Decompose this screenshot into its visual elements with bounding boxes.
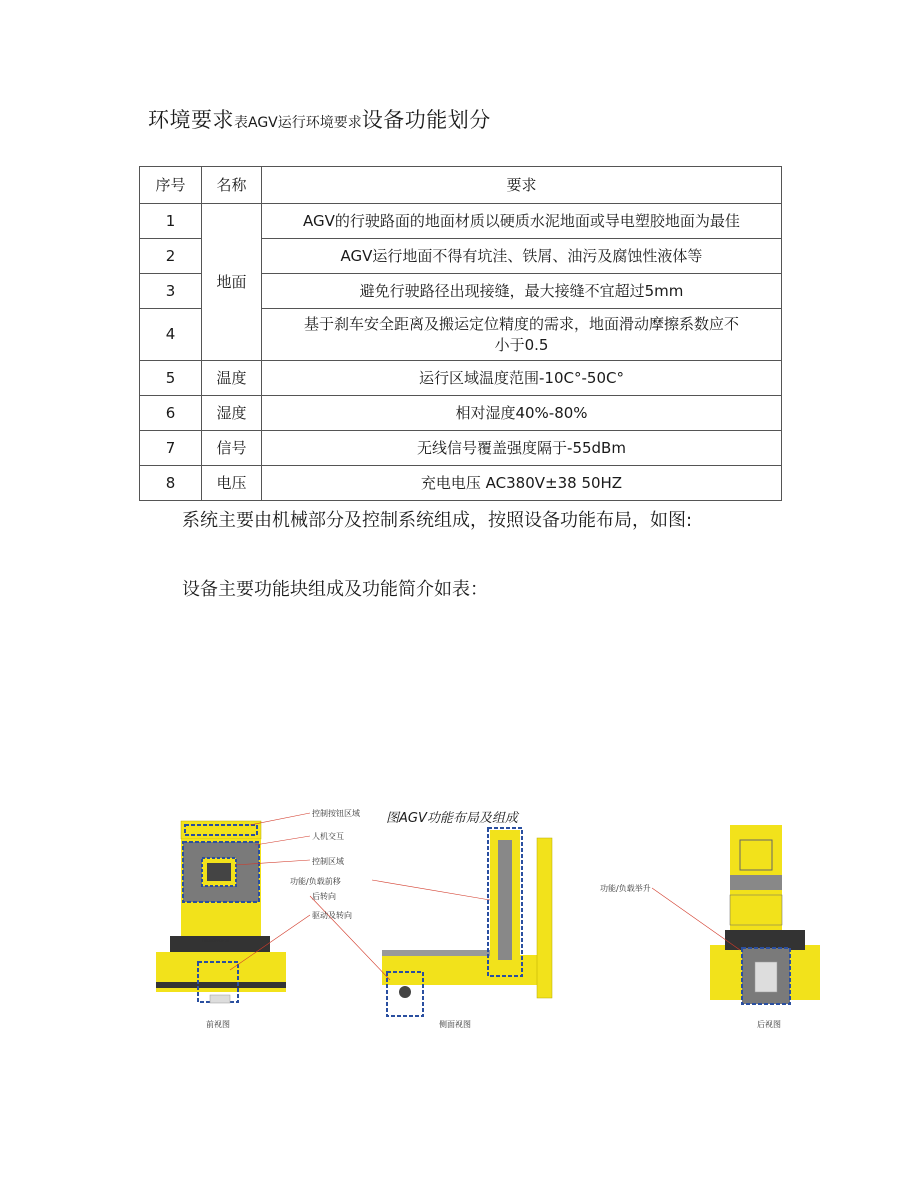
table-row xyxy=(140,361,782,396)
cell-no: 1 xyxy=(140,204,202,239)
rear-view-drawing xyxy=(710,825,820,1004)
cell-name: 温度 xyxy=(202,361,262,396)
cell-req: AGV运行地面不得有坑洼、铁屑、油污及腐蚀性液体等 xyxy=(262,239,782,274)
label-drive-steer: 驱动及转向 xyxy=(312,911,352,920)
header-name: 名称 xyxy=(202,167,262,204)
cell-no: 8 xyxy=(140,466,202,501)
cell-req: 无线信号覆盖强度隔于-55dBm xyxy=(262,431,782,466)
cell-no: 3 xyxy=(140,274,202,309)
agv-figure xyxy=(150,800,830,1040)
cell-req: 基于刹车安全距离及搬运定位精度的需求，地面滑动摩擦系数应不小于0.5 xyxy=(262,309,782,361)
header-no: 序号 xyxy=(140,167,202,204)
label-control-button: 控制按钮区域 xyxy=(312,809,360,818)
cell-no: 5 xyxy=(140,361,202,396)
requirements-table xyxy=(139,166,782,501)
cell-req: 运行区域温度范围-10C°-50C° xyxy=(262,361,782,396)
cell-no: 2 xyxy=(140,239,202,274)
cell-name: 信号 xyxy=(202,431,262,466)
front-view-drawing xyxy=(156,821,286,1003)
side-view-drawing xyxy=(382,828,552,1016)
agv-drawing xyxy=(150,800,830,1040)
cell-req: 充电电压 AC380V±38 50HZ xyxy=(262,466,782,501)
heading-part3: 设备功能划分 xyxy=(361,108,491,132)
heading-part2: 表AGV运行环境要求 xyxy=(234,115,362,131)
heading-part1: 环境要求 xyxy=(148,108,234,132)
cell-no: 4 xyxy=(140,309,202,361)
label-control-area: 控制区域 xyxy=(312,857,344,866)
cell-req: AGV的行驶路面的地面材质以硬质水泥地面或导电塑胶地面为最佳 xyxy=(262,204,782,239)
paragraph-system: 系统主要由机械部分及控制系统组成，按照设备功能布局，如图: xyxy=(182,510,693,531)
table-header-row xyxy=(140,167,782,204)
cell-name: 湿度 xyxy=(202,396,262,431)
table-row xyxy=(140,431,782,466)
figure-title: 图AGV功能布局及组成 xyxy=(386,811,518,826)
cell-name: 电压 xyxy=(202,466,262,501)
cell-no: 7 xyxy=(140,431,202,466)
label-lift-front: 功能/负载前移 xyxy=(290,877,341,886)
paragraph-functions: 设备主要功能块组成及功能简介如表： xyxy=(182,579,488,600)
label-front-view: 前视图 xyxy=(206,1020,230,1029)
cell-name: 地面 xyxy=(202,204,262,361)
svg-text:BlueSword: BlueSword xyxy=(202,938,229,944)
cell-req: 相对湿度40%-80% xyxy=(262,396,782,431)
label-hmi: 人机交互 xyxy=(312,832,344,841)
table-row xyxy=(140,466,782,501)
label-lift-up: 功能/负载举升 xyxy=(600,884,651,893)
label-rear-view: 后视图 xyxy=(757,1020,781,1029)
label-side-view: 侧面视图 xyxy=(439,1020,471,1029)
page-heading xyxy=(148,104,491,134)
table-row xyxy=(140,396,782,431)
cell-no: 6 xyxy=(140,396,202,431)
cell-req: 避免行驶路径出现接缝，最大接缝不宜超过5mm xyxy=(262,274,782,309)
label-rear-steer: 后转向 xyxy=(312,892,336,901)
header-req: 要求 xyxy=(262,167,782,204)
table-row xyxy=(140,204,782,239)
